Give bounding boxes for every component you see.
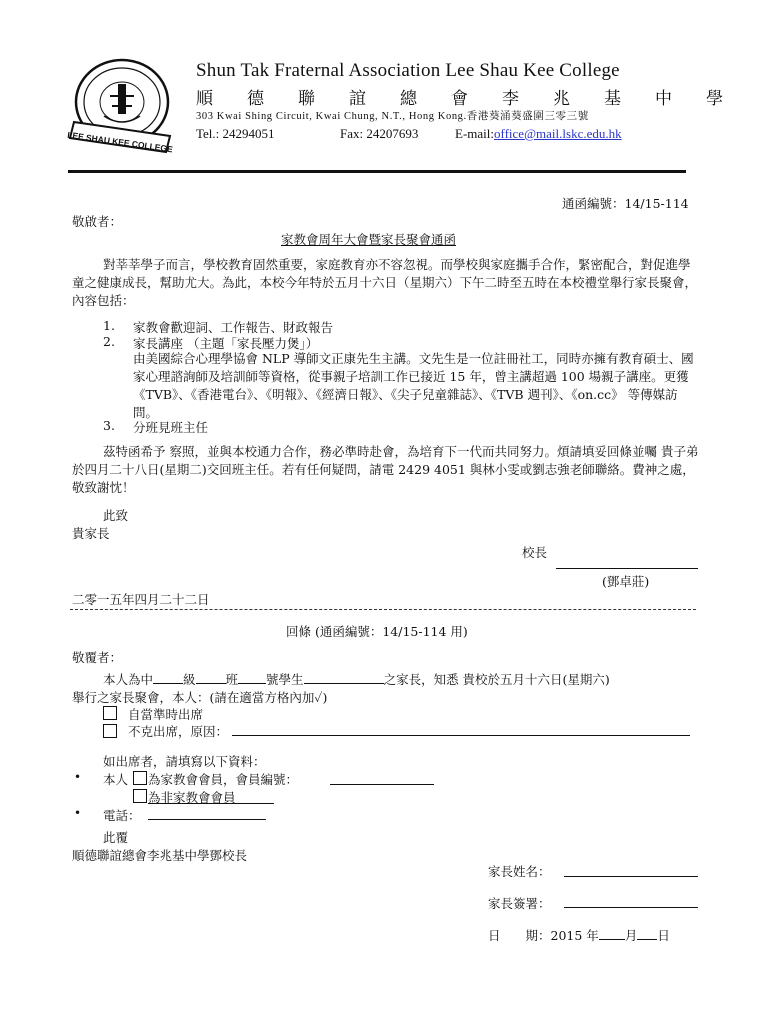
form-field[interactable] [153,671,183,684]
member-number-field[interactable] [330,784,434,785]
bullet-icon: • [74,806,82,820]
intro-paragraph: 對莘莘學子而言，學校教育固然重要，家庭教育亦不容忽視。而學校與家庭攜手合作，緊密配合，對促進學童之健康成長，幫助尤大。為此，本校今年特於五月十六日（星期六）下午二時至五時在本校禮堂舉行家長聚會，內容包括： [72,257,698,308]
member-no-label: 為非家教會會員 [148,790,236,805]
phone-label: 電話： [103,808,141,823]
email-link[interactable]: office@mail.lskc.edu.hk [494,126,622,141]
principal-signature-line [556,568,698,569]
month-field[interactable] [599,927,625,940]
letter-date: 二零一五年四月二十二日 [72,592,210,607]
parent-sign-label: 家長簽署： [488,896,551,911]
ci-fu: 此覆 [103,830,129,845]
member-no-underline [148,803,274,804]
text-grade: 級 [183,672,196,687]
class-field[interactable] [196,671,226,684]
item-3-text: 分班見班主任 [133,420,209,435]
absent-reason-field[interactable] [232,735,690,736]
fax: Fax: 24207693 [340,126,419,141]
member-no-checkbox[interactable] [133,789,147,803]
letter-title: 家教會周年大會暨家長聚會通函 [281,232,457,247]
attend-checkbox[interactable] [103,706,117,720]
to-principal: 順德聯誼總會李兆基中學鄧校長 [72,848,248,863]
reply-title: 回條 (通函編號：14/15-114 用) [286,624,468,639]
reply-date-line [488,926,670,944]
student-name-field[interactable] [304,671,384,684]
attend-label: 自當準時出席 [128,707,204,722]
phone-field[interactable] [148,819,266,820]
to-parents: 貴家長 [72,526,110,541]
ci-zhi: 此致 [103,508,129,523]
school-name-en: Shun Tak Fraternal Association Lee Shau Kee College [196,60,620,81]
item-1-text: 家教會歡迎詞、工作報告、財政報告 [133,320,334,335]
school-name-zh: 順德聯誼總會李兆基中學 [196,89,757,109]
logo-banner-text: LEE SHAU KEE COLLEGE [66,129,174,155]
item-2-num: 2. [103,334,115,349]
date-year: 2015 年 [550,928,599,943]
member-yes-label: 為家教會會員，會員編號： [148,772,299,787]
principal-label: 校長 [522,545,548,560]
parent-name-label: 家長姓名： [488,864,551,879]
text-parent-of: 之家長，知悉 貴校於五月十六日(星期六) [383,672,610,687]
school-logo [66,56,178,158]
item-2-detail: 由美國綜合心理學協會 NLP 導師文正康先生主講。文先生是一位註冊社工，同時亦擁有教育碩士、國家心理諮詢師及培訓師等資格，從事親子培訓工作已接近 15 年，曾主講超過 100 場親子講座。更獲《TVB》、《香港電台》、《明報》、《經濟日報》、《尖子兒童雜誌》、《TVB 週刊》、《on.cc》 等傳媒訪問。 [133,351,694,420]
text-student: 號學生 [266,672,304,687]
text-class: 班 [225,672,239,687]
member-yes-checkbox[interactable] [133,771,147,785]
circular-ref: 通函編號：14/15-114 [562,196,689,211]
closing-paragraph: 茲特函希予 察照，並與本校通力合作，務必準時赴會，為培育下一代而共同努力。煩請填妥回條並囑 貴子弟於四月二十八日(星期二)交回班主任。若有任何疑問，請電 2429 4051 與林小雯或劉志強老師聯絡。費神之處，敬致謝忱！ [72,444,699,495]
principal-name: (鄧卓莊) [602,574,650,589]
cut-line [70,609,696,610]
day-field[interactable] [637,927,657,940]
parent-name-field[interactable] [564,876,698,877]
item-1-num: 1. [103,318,115,333]
bullet-icon: • [74,770,82,784]
date-label: 日 期： [488,928,551,943]
item-3-num: 3. [103,418,115,433]
contact-line [196,126,622,142]
email-label: E-mail: [455,126,494,141]
if-attend-note: 如出席者，請填寫以下資料： [103,754,266,769]
text-form-prefix: 本人為中 [103,672,154,687]
reply-line-1 [103,670,610,688]
absent-label: 不克出席，原因： [128,724,229,739]
date-day: 日 [657,928,670,943]
header-rule [68,170,686,173]
salutation: 敬啟者： [72,214,123,229]
reply-line-2: 舉行之家長聚會，本人：(請在適當方格內加✓) [72,690,328,705]
reply-salutation: 敬覆者： [72,650,123,665]
school-address: 303 Kwai Shing Circuit, Kwai Chung, N.T., Hong Kong.香港葵涌葵盛圍三零三號 [196,111,589,122]
member-prefix: 本人 [103,772,129,787]
tel: Tel.: 24294051 [196,126,275,141]
absent-checkbox[interactable] [103,724,117,738]
parent-sign-field[interactable] [564,907,698,908]
date-month: 月 [624,928,638,943]
item-2-text: 家長講座 （主題「家長壓力煲」） [133,336,319,351]
student-number-field[interactable] [238,671,266,684]
